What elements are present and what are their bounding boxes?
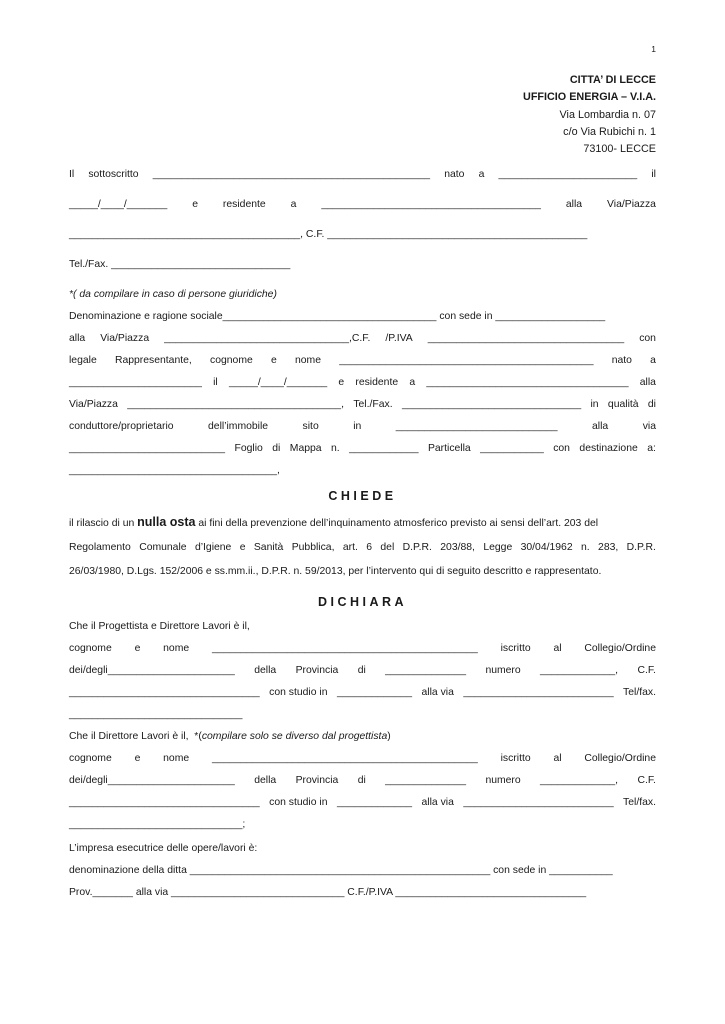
- nulla-osta-emphasis: nulla osta: [137, 515, 196, 529]
- form-word: n.: [581, 542, 590, 553]
- form-word: Comunale: [139, 542, 187, 553]
- form-word: _____________________________________,: [127, 399, 344, 410]
- form-word: di: [357, 665, 366, 676]
- director-intro: [69, 731, 656, 742]
- applicant-line-4: Tel./Fax. _______________________________: [69, 259, 291, 270]
- form-word: con studio in: [269, 687, 328, 698]
- form-word: __________________________________: [427, 333, 625, 344]
- form-word: iscritto: [500, 643, 531, 654]
- form-word: Via/Piazza: [69, 399, 118, 410]
- form-word: in: [353, 421, 362, 432]
- form-word: D.P.R.: [626, 542, 656, 553]
- form-word: Legge: [483, 542, 513, 553]
- form-word: alla via: [421, 687, 454, 698]
- form-word: _________________________________: [69, 687, 260, 698]
- form-word: alla: [639, 377, 656, 388]
- form-word: _______________________________: [401, 399, 582, 410]
- company-line-7: [69, 443, 656, 454]
- form-word: Provincia: [295, 665, 339, 676]
- form-word: nome: [294, 355, 321, 366]
- form-word: e: [239, 542, 246, 553]
- address-line: 73100- LECCE: [583, 143, 656, 156]
- form-word: conduttore/proprietario: [69, 421, 174, 432]
- chiede-text: ai fini della prevenzione dell’inquinamento atmosferico previsto ai sensi dell’art. 203 del: [195, 518, 599, 529]
- form-word: _____________: [336, 797, 413, 808]
- form-word: __________________________: [463, 687, 614, 698]
- recipient-address: [523, 72, 656, 158]
- form-word: a: [650, 355, 656, 366]
- form-word: dei/degli______________________: [69, 775, 235, 786]
- form-word: _____/____/_______: [69, 199, 168, 210]
- form-word: destinazione: [579, 443, 638, 454]
- form-word: dei/degli______________________: [69, 665, 235, 676]
- form-word: nato: [444, 169, 465, 180]
- page-number: 1: [651, 44, 656, 54]
- form-word: e: [338, 377, 345, 388]
- form-word: ______________________________________________: [211, 753, 478, 764]
- chiede-text: il rilascio di un: [69, 518, 138, 529]
- form-word: nato: [611, 355, 632, 366]
- form-word: della: [254, 665, 277, 676]
- form-word: sito: [302, 421, 319, 432]
- form-word: ______________________________________________: [211, 643, 478, 654]
- director-intro-close: ): [387, 731, 391, 742]
- form-word: /P.IVA: [385, 333, 413, 344]
- director-line-2: [69, 775, 656, 786]
- form-word: Collegio/Ordine: [584, 753, 656, 764]
- form-word: alla: [565, 199, 583, 210]
- form-word: numero: [485, 665, 521, 676]
- form-word: alla via: [421, 797, 454, 808]
- designer-line-2: [69, 665, 656, 676]
- form-word: qualità: [607, 399, 639, 410]
- form-word: ______________: [385, 665, 467, 676]
- form-word: 203/88,: [440, 542, 475, 553]
- form-word: a: [478, 169, 485, 180]
- form-word: residente: [355, 377, 399, 388]
- form-word: Sanità: [253, 542, 284, 553]
- form-word: il: [651, 169, 656, 180]
- form-word: ____________: [349, 443, 419, 454]
- form-word: ________________________: [498, 169, 638, 180]
- contractor-line-2: Prov._______ alla via ______________________________ C.F./P.IVA _________________________________: [69, 887, 587, 898]
- form-word: di: [272, 443, 281, 454]
- form-word: della: [254, 775, 277, 786]
- chiede-paragraph-line-2: [69, 542, 656, 553]
- form-word: Via/Piazza: [100, 333, 150, 344]
- form-word: ___________: [480, 443, 544, 454]
- director-intro-text: Che il Direttore Lavori è il, *(: [69, 731, 202, 742]
- form-word: con studio in: [269, 797, 328, 808]
- designer-line-1: [69, 643, 656, 654]
- applicant-line-2: [69, 199, 656, 210]
- company-line-2: [69, 333, 656, 344]
- director-line-4: ______________________________;: [69, 819, 246, 830]
- address-line: UFFICIO ENERGIA – V.I.A.: [523, 91, 656, 104]
- section-heading-chiede: CHIEDE: [328, 489, 397, 503]
- contractor-intro: L’impresa esecutrice delle opere/lavori è:: [69, 843, 258, 854]
- form-word: 6: [366, 542, 373, 553]
- form-word: ___________________________________: [426, 377, 629, 388]
- designer-line-4: ______________________________: [69, 709, 243, 720]
- form-word: a: [409, 377, 416, 388]
- form-word: al: [553, 753, 562, 764]
- company-line-1: Denominazione e ragione sociale_____________________________________ con sede in ___________________: [69, 311, 606, 322]
- form-word: Regolamento: [69, 542, 131, 553]
- form-word: Pubblica,: [291, 542, 335, 553]
- form-word: _________________________________: [69, 797, 260, 808]
- form-word: di: [647, 399, 656, 410]
- form-word: D.P.R.: [402, 542, 432, 553]
- contractor-line-1: denominazione della ditta ____________________________________________________ con sede in ___________: [69, 865, 613, 876]
- applicant-line-3: ________________________________________, C.F. _____________________________________________: [69, 229, 588, 240]
- form-word: d’Igiene: [194, 542, 232, 553]
- form-word: ____________________________________________: [339, 355, 594, 366]
- form-word: _____________,: [540, 665, 619, 676]
- form-word: ______________________________________: [321, 199, 541, 210]
- form-word: nome: [163, 643, 190, 654]
- company-line-5: [69, 399, 656, 410]
- form-word: Rappresentante,: [114, 355, 192, 366]
- form-word: ____________________________: [395, 421, 558, 432]
- form-word: Particella: [427, 443, 471, 454]
- applicant-line-1: [69, 169, 656, 180]
- form-word: del: [380, 542, 395, 553]
- form-word: alla: [592, 421, 609, 432]
- form-word: n.: [331, 443, 340, 454]
- form-word: legale: [69, 355, 97, 366]
- address-line: CITTA’ DI LECCE: [569, 74, 656, 86]
- form-word: _____/____/_______: [228, 377, 328, 388]
- form-word: C.F.: [637, 665, 656, 676]
- form-word: art.: [342, 542, 358, 553]
- form-word: Tel/fax.: [623, 797, 656, 808]
- company-line-4: [69, 377, 656, 388]
- company-line-6: [69, 421, 656, 432]
- form-word: cognome: [69, 643, 112, 654]
- form-word: Via/Piazza: [607, 199, 656, 210]
- form-word: __________________________: [463, 797, 614, 808]
- form-word: alla: [69, 333, 86, 344]
- form-word: 30/04/1962: [520, 542, 573, 553]
- form-word: dell’immobile: [208, 421, 269, 432]
- designer-line-3: [69, 687, 656, 698]
- form-word: numero: [485, 775, 521, 786]
- form-word: Foglio: [234, 443, 263, 454]
- director-line-3: [69, 797, 656, 808]
- form-word: via: [642, 421, 656, 432]
- form-word: ________________________________________________: [152, 169, 431, 180]
- form-word: e: [134, 643, 141, 654]
- form-word: ________________________________,C.F.: [164, 333, 371, 344]
- form-word: Provincia: [295, 775, 339, 786]
- form-word: Tel/fax.: [623, 687, 656, 698]
- form-word: _____________: [336, 687, 413, 698]
- form-word: in: [590, 399, 599, 410]
- form-word: nome: [163, 753, 190, 764]
- form-word: Collegio/Ordine: [584, 643, 656, 654]
- form-word: ______________: [385, 775, 467, 786]
- form-word: con: [553, 443, 570, 454]
- form-word: a: [290, 199, 297, 210]
- form-word: a:: [647, 443, 656, 454]
- form-word: cognome: [210, 355, 253, 366]
- form-word: al: [553, 643, 562, 654]
- form-word: cognome: [69, 753, 112, 764]
- form-word: residente: [222, 199, 266, 210]
- form-word: il: [213, 377, 218, 388]
- legal-entity-note: *( da compilare in caso di persone giuridiche): [69, 289, 277, 300]
- form-word: con: [639, 333, 656, 344]
- form-word: _____________,: [540, 775, 619, 786]
- address-line: Via Lombardia n. 07: [559, 108, 656, 121]
- form-word: Tel./Fax.: [353, 399, 393, 410]
- form-word: iscritto: [500, 753, 531, 764]
- company-line-3: [69, 355, 656, 366]
- form-word: C.F.: [637, 775, 656, 786]
- director-line-1: [69, 753, 656, 764]
- address-line: c/o Via Rubichi n. 1: [563, 125, 656, 138]
- designer-intro: Che il Progettista e Direttore Lavori è il,: [69, 621, 250, 632]
- form-word: sottoscritto: [88, 169, 139, 180]
- form-word: e: [270, 355, 277, 366]
- director-intro-note: compilare solo se diverso dal progettista: [201, 731, 388, 742]
- form-word: _______________________: [69, 377, 202, 388]
- form-word: e: [134, 753, 141, 764]
- section-heading-dichiara: DICHIARA: [317, 595, 408, 609]
- form-word: Mappa: [289, 443, 322, 454]
- form-word: e: [192, 199, 198, 210]
- chiede-paragraph-line-3: 26/03/1980, D.Lgs. 152/2006 e ss.mm.ii., D.P.R. n. 59/2013, per l’intervento qui di seguito descritto e rappresentato.: [69, 566, 602, 577]
- form-word: ___________________________: [69, 443, 226, 454]
- company-line-8: ____________________________________,: [69, 465, 280, 476]
- form-word: Il: [69, 169, 75, 180]
- chiede-paragraph-line-1: [69, 515, 656, 529]
- form-word: 283,: [598, 542, 619, 553]
- form-word: di: [357, 775, 366, 786]
